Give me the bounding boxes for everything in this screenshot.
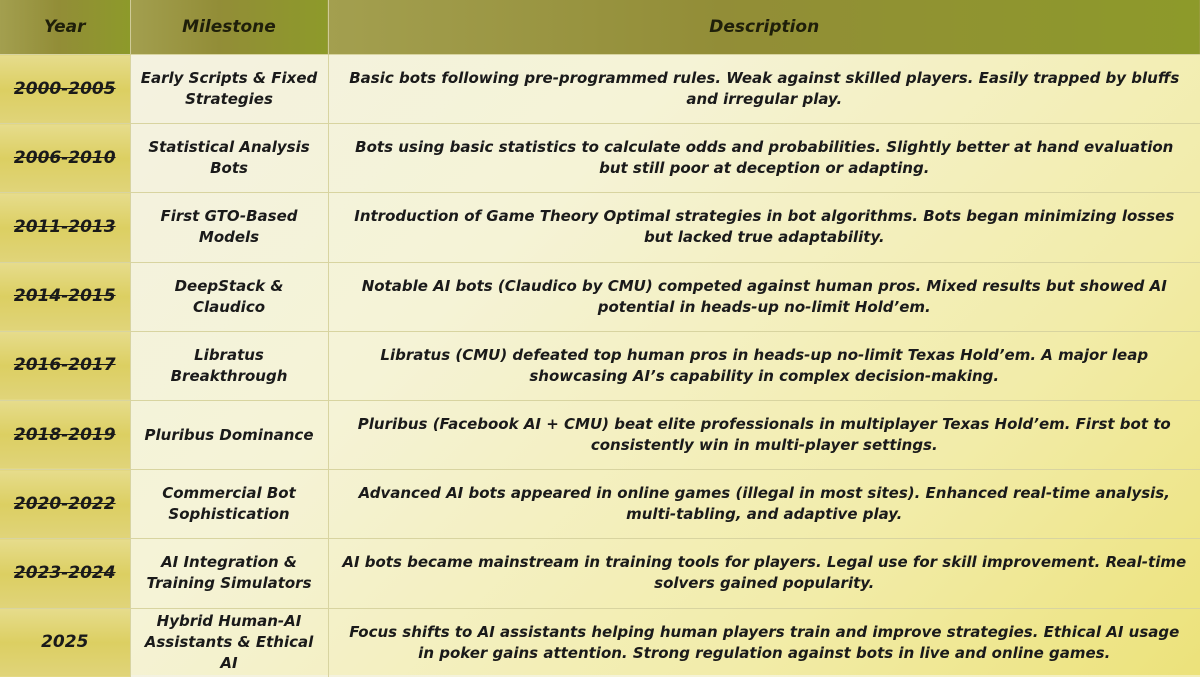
year-text: 2018-2019 xyxy=(14,425,116,445)
description-cell: Introduction of Game Theory Optimal strategies in bot algorithms. Bots began minimizing losses but lacked true adaptability. xyxy=(328,193,1200,262)
year-cell xyxy=(0,331,130,400)
table-row xyxy=(0,193,1200,262)
year-text: 2023-2024 xyxy=(14,563,116,583)
table-body xyxy=(0,55,1200,677)
milestone-cell: Pluribus Dominance xyxy=(130,400,328,469)
year-text: 2020-2022 xyxy=(14,494,116,514)
year-cell xyxy=(0,608,130,677)
description-cell: Advanced AI bots appeared in online games (illegal in most sites). Enhanced real-time analysis, multi-tabling, and adaptive play. xyxy=(328,470,1200,539)
milestone-cell: Libratus Breakthrough xyxy=(130,331,328,400)
year-text: 2025 xyxy=(41,632,88,652)
milestone-cell: Hybrid Human-AI Assistants & Ethical AI xyxy=(130,608,328,677)
year-cell xyxy=(0,193,130,262)
milestone-cell: Commercial Bot Sophistication xyxy=(130,470,328,539)
description-cell: Focus shifts to AI assistants helping human players train and improve strategies. Ethical AI usage in poker gains attention. Strong regulation against bots in live and online games. xyxy=(328,608,1200,677)
description-cell: AI bots became mainstream in training tools for players. Legal use for skill improvement. Real-time solvers gained popularity. xyxy=(328,539,1200,608)
milestone-cell: AI Integration & Training Simulators xyxy=(130,539,328,608)
table-header xyxy=(0,0,1200,55)
header-year: Year xyxy=(0,0,130,55)
table-row xyxy=(0,262,1200,331)
table-row xyxy=(0,124,1200,193)
description-cell: Pluribus (Facebook AI + CMU) beat elite professionals in multiplayer Texas Hold’em. First bot to consistently win in multi-player settings. xyxy=(328,400,1200,469)
table-row xyxy=(0,539,1200,608)
table-row xyxy=(0,470,1200,539)
header-milestone: Milestone xyxy=(130,0,328,55)
description-cell: Notable AI bots (Claudico by CMU) competed against human pros. Mixed results but showed AI potential in heads-up no-limit Hold’em. xyxy=(328,262,1200,331)
year-text: 2000-2005 xyxy=(14,79,116,99)
year-text: 2016-2017 xyxy=(14,355,116,375)
year-cell xyxy=(0,539,130,608)
table-row xyxy=(0,331,1200,400)
milestone-cell: DeepStack & Claudico xyxy=(130,262,328,331)
milestone-cell: Early Scripts & Fixed Strategies xyxy=(130,55,328,124)
year-text: 2011-2013 xyxy=(14,217,116,237)
year-cell xyxy=(0,55,130,124)
description-cell: Libratus (CMU) defeated top human pros in heads-up no-limit Texas Hold’em. A major leap showcasing AI’s capability in complex decision-making. xyxy=(328,331,1200,400)
year-text: 2014-2015 xyxy=(14,286,116,306)
table-row xyxy=(0,608,1200,677)
description-cell: Bots using basic statistics to calculate odds and probabilities. Slightly better at hand evaluation but still poor at deception or adapting. xyxy=(328,124,1200,193)
description-cell: Basic bots following pre-programmed rules. Weak against skilled players. Easily trapped by bluffs and irregular play. xyxy=(328,55,1200,124)
year-cell xyxy=(0,262,130,331)
table-row xyxy=(0,400,1200,469)
year-cell xyxy=(0,470,130,539)
header-description: Description xyxy=(328,0,1200,55)
year-text: 2006-2010 xyxy=(14,148,116,168)
milestone-cell: Statistical Analysis Bots xyxy=(130,124,328,193)
table-row xyxy=(0,55,1200,124)
milestone-cell: First GTO-Based Models xyxy=(130,193,328,262)
header-row xyxy=(0,0,1200,55)
year-cell xyxy=(0,124,130,193)
year-cell xyxy=(0,400,130,469)
